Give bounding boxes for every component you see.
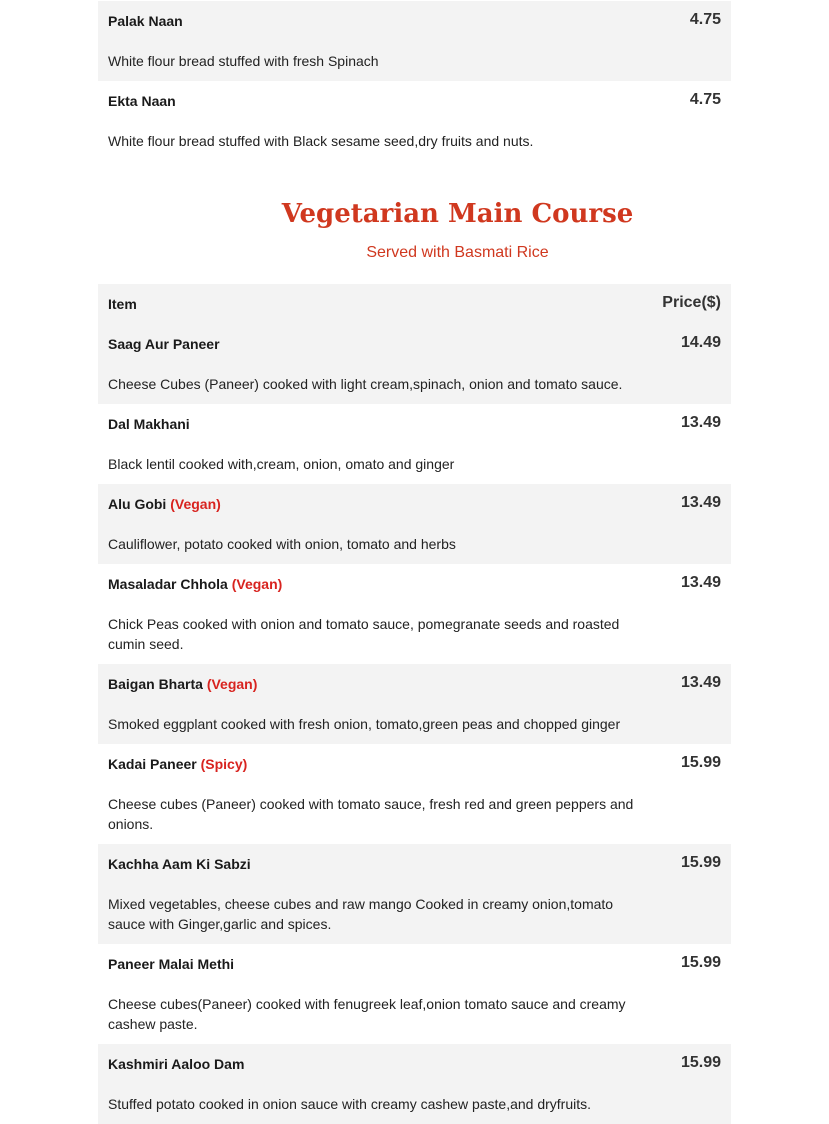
item-description: Stuffed potato cooked in onion sauce with creamy cashew paste,and dryfruits. xyxy=(108,1096,592,1112)
item-price: 13.49 xyxy=(680,414,721,431)
item-name: Masaladar Chhola (Vegan) xyxy=(108,576,283,592)
item-name: Kachha Aam Ki Sabzi xyxy=(108,856,251,872)
vegan-tag: (Vegan) xyxy=(231,576,283,592)
item-description: Cheese Cubes (Paneer) cooked with light cream,spinach, onion and tomato sauce. xyxy=(108,376,623,392)
item-price: 13.49 xyxy=(680,674,721,691)
section-title: Vegetarian Main Course xyxy=(281,199,634,229)
naan-list xyxy=(98,1,731,161)
menu-item-row xyxy=(98,324,731,404)
item-description: Black lentil cooked with,cream, onion, omato and ginger xyxy=(108,456,455,472)
menu-item-row xyxy=(98,744,731,844)
spicy-tag: (Spicy) xyxy=(200,756,248,772)
item-name: Paneer Malai Methi xyxy=(108,956,235,972)
menu-item-row xyxy=(98,564,731,664)
menu-item-row xyxy=(98,404,731,484)
menu-item-row xyxy=(98,944,731,1044)
item-name: Saag Aur Paneer xyxy=(108,336,220,352)
section-subtitle: Served with Basmati Rice xyxy=(366,244,549,261)
header-item: Item xyxy=(108,296,137,312)
item-name: Palak Naan xyxy=(108,13,183,29)
item-description: Cheese cubes(Paneer) cooked with fenugreek leaf,onion tomato sauce and creamy cashew paste. xyxy=(108,996,626,1032)
item-description: Smoked eggplant cooked with fresh onion, tomato,green peas and chopped ginger xyxy=(108,716,621,732)
menu-item-row xyxy=(98,484,731,564)
item-name: Dal Makhani xyxy=(108,416,190,432)
item-description: White flour bread stuffed with Black sesame seed,dry fruits and nuts. xyxy=(108,133,534,149)
menu-item-row xyxy=(98,664,731,744)
vegan-tag: (Vegan) xyxy=(206,676,258,692)
item-description: Cheese cubes (Paneer) cooked with tomato sauce, fresh red and green peppers and onions. xyxy=(108,796,634,832)
item-price: 13.49 xyxy=(680,574,721,591)
item-name: Kadai Paneer (Spicy) xyxy=(108,756,248,772)
main-course-table xyxy=(98,284,731,1124)
vegan-tag: (Vegan) xyxy=(170,496,221,512)
menu-item-row xyxy=(98,1044,731,1124)
item-name: Ekta Naan xyxy=(108,93,176,109)
item-name: Kashmiri Aaloo Dam xyxy=(108,1056,245,1072)
menu-item-row xyxy=(98,844,731,944)
item-price: 15.99 xyxy=(680,1054,721,1071)
item-description: White flour bread stuffed with fresh Spinach xyxy=(108,53,379,69)
item-price: 13.49 xyxy=(680,494,721,511)
item-name: Alu Gobi (Vegan) xyxy=(108,496,221,512)
menu-item-row xyxy=(98,1,731,81)
table-header-row xyxy=(98,284,731,324)
item-price: 15.99 xyxy=(680,854,721,871)
item-name: Baigan Bharta (Vegan) xyxy=(108,676,258,692)
item-description: Cauliflower, potato cooked with onion, tomato and herbs xyxy=(108,536,456,552)
item-price: 4.75 xyxy=(689,11,721,28)
item-description: Chick Peas cooked with onion and tomato sauce, pomegranate seeds and roasted cumin seed. xyxy=(108,616,620,652)
item-price: 15.99 xyxy=(680,954,721,971)
item-price: 4.75 xyxy=(689,91,721,108)
item-price: 15.99 xyxy=(680,754,721,771)
item-description: Mixed vegetables, cheese cubes and raw mango Cooked in creamy onion,tomato sauce with Ginger,garlic and spices. xyxy=(108,896,614,932)
item-price: 14.49 xyxy=(680,334,721,351)
header-price: Price($) xyxy=(662,294,721,311)
menu-item-row xyxy=(98,81,731,161)
